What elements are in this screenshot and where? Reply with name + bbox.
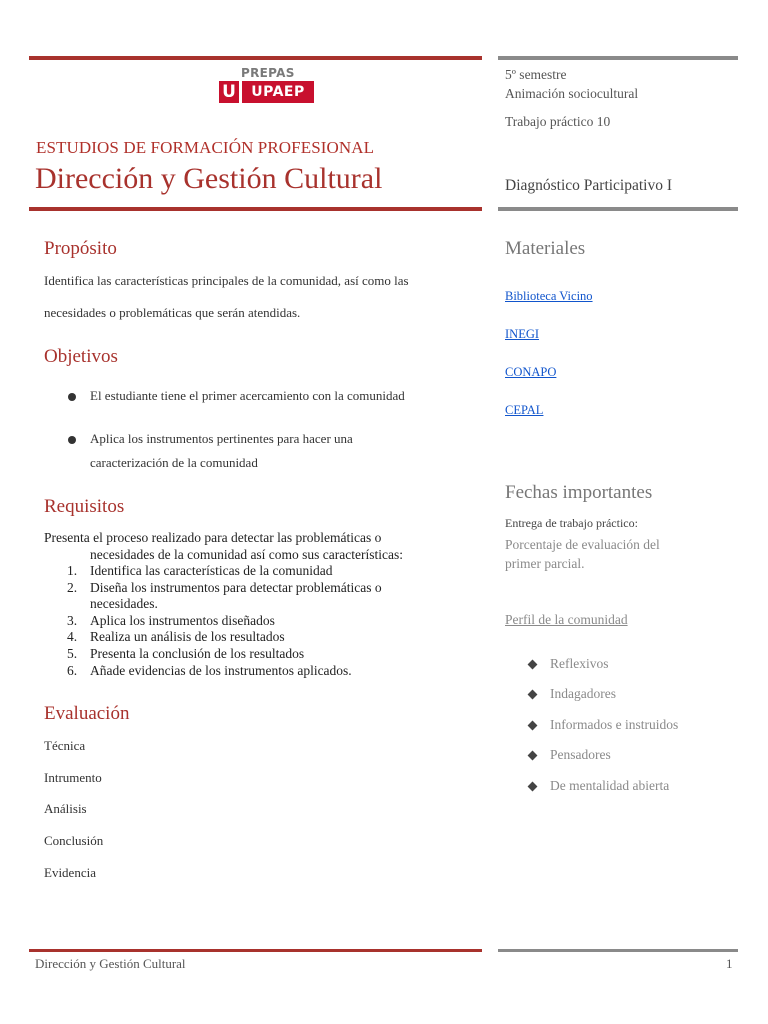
list-item: 6. Añade evidencias de los instrumentos aplicados. [67, 662, 352, 678]
proposito-line-2: necesidades o problemáticas que serán atendidas. [44, 305, 301, 320]
perfil-trait: Pensadores [550, 747, 611, 762]
top-rule-left [29, 56, 482, 60]
course-label: Animación sociocultural [505, 86, 639, 101]
requisitos-intro [44, 530, 403, 563]
evaluacion-item: Evidencia [44, 865, 96, 880]
link-cepal[interactable]: CEPAL [505, 403, 544, 417]
perfil-trait: Informados e instruidos [550, 717, 679, 732]
diamond-bullet-icon [528, 660, 538, 670]
logo-prepas-text: PREPAS [241, 66, 295, 80]
list-item: 4. Realiza un análisis de los resultados [67, 629, 285, 645]
evaluacion-heading: Evaluación [44, 703, 130, 724]
objetivos-heading: Objetivos [44, 346, 118, 367]
link-conapo[interactable]: CONAPO [505, 365, 557, 379]
objetivo-item-1: El estudiante tiene el primer acercamiento con la comunidad [90, 388, 405, 403]
assignment-label: Trabajo práctico 10 [505, 114, 611, 129]
diamond-bullet-icon [528, 782, 538, 792]
logo-upaep-text: UPAEP [242, 81, 314, 103]
materiales-heading: Materiales [505, 238, 586, 259]
bullet-icon [68, 436, 76, 444]
logo-u-mark: U [219, 81, 239, 103]
evaluacion-item: Análisis [44, 801, 87, 816]
footer-rule-left [29, 949, 482, 952]
porcentaje-line-2: primer parcial. [505, 556, 585, 571]
requisitos-intro-line-2: necesidades de la comunidad así como sus características: [90, 546, 404, 562]
requisitos-heading: Requisitos [44, 496, 125, 517]
entrega-label: Entrega de trabajo práctico: [505, 516, 638, 530]
perfil-trait: Reflexivos [550, 656, 609, 671]
porcentaje-line-1: Porcentaje de evaluación del [505, 537, 660, 552]
header-rule-right [498, 207, 738, 211]
diamond-bullet-icon [528, 721, 538, 731]
evaluacion-item: Intrumento [44, 770, 102, 785]
top-rule-right [498, 56, 738, 60]
fechas-heading: Fechas importantes [505, 482, 653, 503]
perfil-trait: Indagadores [550, 686, 616, 701]
perfil-trait: De mentalidad abierta [550, 778, 670, 793]
link-inegi[interactable]: INEGI [505, 327, 540, 341]
proposito-line-1: Identifica las características principales de la comunidad, así como las [44, 273, 409, 288]
footer-title: Dirección y Gestión Cultural [35, 956, 186, 971]
header-rule-left [29, 207, 482, 211]
requisitos-list [67, 563, 382, 679]
page-title: Dirección y Gestión Cultural [35, 162, 383, 195]
requisitos-intro-line-1: Presenta el proceso realizado para detectar las problemáticas o [44, 530, 382, 545]
link-biblioteca-vicino[interactable]: Biblioteca Vicino [505, 289, 593, 303]
list-item: 2. Diseña los instrumentos para detectar problemáticas o necesidades. [67, 579, 382, 612]
program-label: ESTUDIOS DE FORMACIÓN PROFESIONAL [36, 138, 375, 157]
objetivo-item-2-line-2: caracterización de la comunidad [90, 455, 258, 470]
upaep-logo [219, 66, 315, 106]
proposito-heading: Propósito [44, 238, 117, 259]
perfil-heading: Perfil de la comunidad [505, 612, 628, 627]
bullet-icon [68, 393, 76, 401]
diamond-bullet-icon [528, 751, 538, 761]
semester-label: 5º semestre [505, 67, 567, 82]
page-number: 1 [726, 956, 733, 971]
objetivo-item-2-line-1: Aplica los instrumentos pertinentes para hacer una [90, 431, 353, 446]
list-item: 3. Aplica los instrumentos diseñados [67, 612, 275, 628]
footer-rule-right [498, 949, 738, 952]
list-item: 5. Presenta la conclusión de los resultados [67, 645, 305, 661]
evaluacion-item: Técnica [44, 738, 86, 753]
topic-title: Diagnóstico Participativo I [505, 177, 673, 194]
list-item: 1. Identifica las características de la comunidad [67, 563, 333, 578]
diamond-bullet-icon [528, 690, 538, 700]
evaluacion-item: Conclusión [44, 833, 104, 848]
